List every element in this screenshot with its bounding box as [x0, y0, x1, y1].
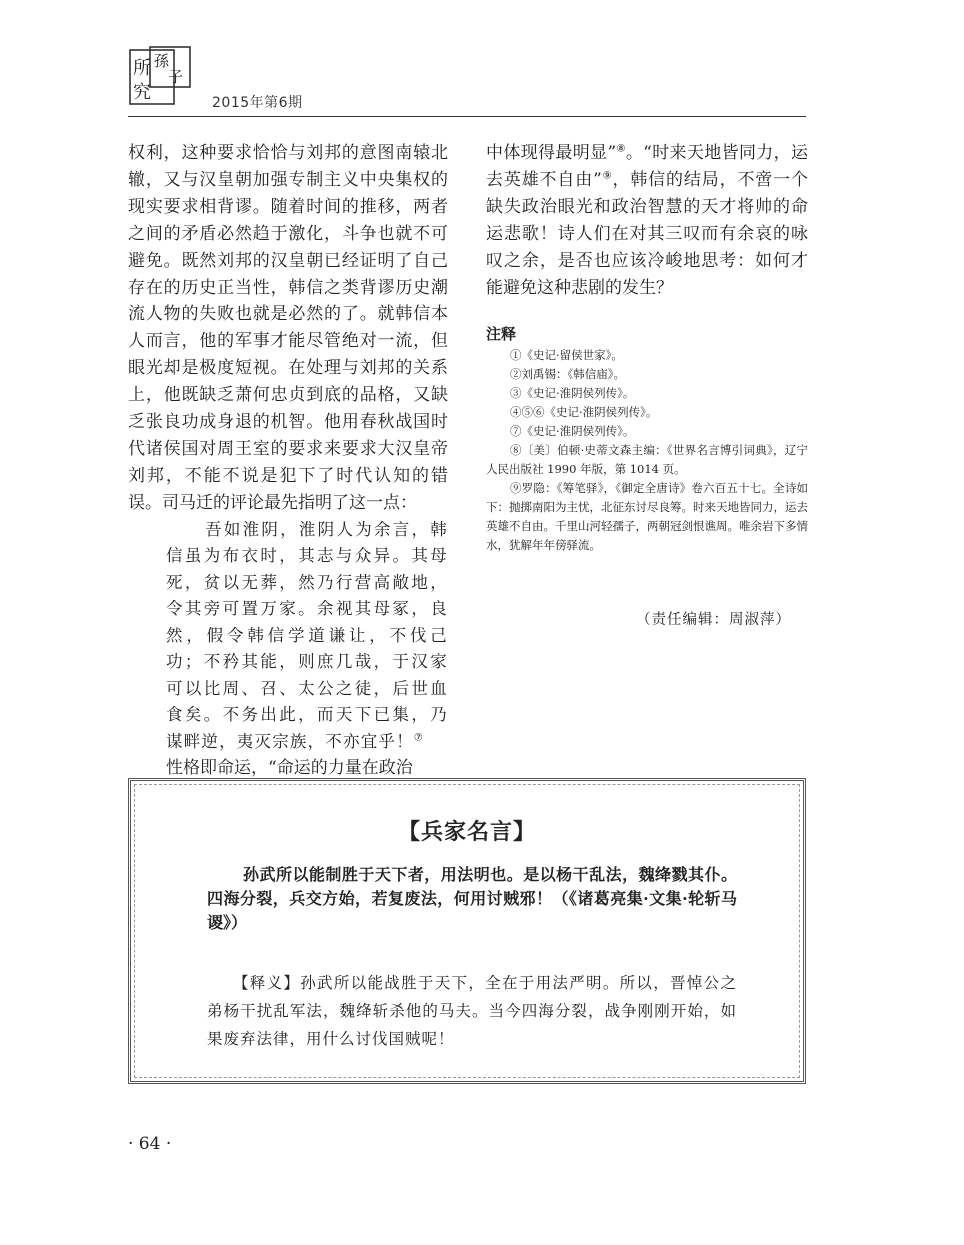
journal-logo-graphic — [128, 46, 192, 108]
text-run: ，韩信的结局，不啻一个缺失政治眼光和政治智慧的天才将帅的命运悲歌！诗人们在对其三叹而有余哀的咏叹之余，是否也应该冷峻地思考：如何才能避免这种悲剧的发生？ — [486, 169, 808, 298]
note-item: ⑧〔美〕伯顿·史蒂文森主编：《世界名言博引词典》，辽宁人民出版社 1990 年版，第 1014 页。 — [486, 443, 808, 476]
journal-logo — [128, 46, 192, 108]
body-paragraph: 权利，这种要求恰恰与刘邦的意图南辕北辙，又与汉皇朝加强专制主义中央集权的现实要求相背谬。随着时间的推移，两者之间的矛盾必然趋于激化，斗争也就不可避免。既然刘邦的汉皇朝已经证明了自己存在的历史正当性，韩信之类背谬历史潮流人物的失败也就是必然的了。就韩信本人而言，他的军事才能尽管绝对一流，但眼光却是极度短视。在处理与刘邦的关系上，他既缺乏萧何忠贞到底的品格，又缺乏张良功成身退的机智。他用春秋战国时代诸侯国对周王室的要求来要求大汉皇帝刘邦，不能不说是犯下了时代认知的错误。司马迁的评论最先指明了这一点： — [128, 143, 448, 513]
page-number: · 64 · — [128, 1134, 172, 1154]
footnote-ref-7: ⑦ — [413, 732, 424, 744]
responsible-editor: （责任编辑：周淑萍） — [636, 612, 791, 628]
footnote-ref-9: ⑨ — [601, 170, 613, 182]
quotation-block — [128, 517, 448, 756]
note-item: ④⑤⑥《史记·淮阴侯列传》。 — [510, 405, 658, 419]
note-item: ⑨罗隐：《筹笔驿》，《御定全唐诗》卷六百五十七。全诗如下：抛掷南阳为主忧，北征东讨尽良筹。时来天地皆同力，运去英雄不自由。千里山河轻孺子，两朝冠剑恨谯周。唯余岩下多情水，犹解年年傍驿流。 — [486, 481, 808, 552]
box-explanation: 【释义】孙武所以能战胜于天下，全在于用法严明。所以，晋悼公之弟杨干扰乱军法，魏绛斩杀他的马夫。当今四海分裂，战争刚刚开始，如果废弃法律，用什么讨伐国贼呢！ — [207, 974, 737, 1048]
note-item: ③《史记·淮阴侯列传》。 — [510, 386, 635, 400]
note-item: ⑦《史记·淮阴侯列传》。 — [510, 424, 635, 438]
text-run: 中体现得最明显” — [486, 143, 617, 163]
military-quote-box — [128, 778, 806, 1084]
notes-list — [486, 346, 808, 555]
left-column — [128, 140, 448, 782]
issue-label: 2015年第6期 — [212, 95, 303, 111]
footnote-ref-8: ⑧ — [616, 143, 626, 155]
body-paragraph — [486, 140, 808, 301]
svg-text:究: 究 — [133, 82, 151, 103]
notes-title: 注释 — [486, 325, 517, 343]
svg-text:孫: 孫 — [154, 52, 170, 70]
svg-text:所: 所 — [133, 58, 151, 79]
right-column — [486, 140, 808, 301]
note-item: ②刘禹锡：《韩信庙》。 — [510, 367, 625, 381]
svg-text:子: 子 — [168, 68, 184, 86]
text-run: 。“时来天地皆同力，运去英雄不自由” — [486, 143, 808, 190]
box-title: 【兵家名言】 — [397, 819, 536, 845]
box-quote: 孙武所以能制胜于天下者，用法明也。是以杨干乱法，魏绛戮其仆。四海分裂，兵交方始，若复废法，何用讨贼邪！（《诸葛亮集·文集·轮斩马谡》） — [207, 865, 737, 932]
quotation-text: 吾如淮阴，淮阴人为余言，韩信虽为布衣时，其志与众异。其母死，贫以无葬，然乃行营高敞地，令其旁可置万家。余视其母冢，良然，假令韩信学道谦让，不伐己功；不矜其能，则庶几哉，于汉家可以比周、召、太公之徒，后世血食矣。不务出此，而天下已集，乃谋畔逆，夷灭宗族，不亦宜乎！ — [166, 519, 448, 751]
body-paragraph-tail: 性格即命运，“命运的力量在政治 — [166, 758, 413, 779]
header-rule — [128, 116, 806, 117]
note-item: ①《史记·留侯世家》。 — [510, 348, 623, 362]
